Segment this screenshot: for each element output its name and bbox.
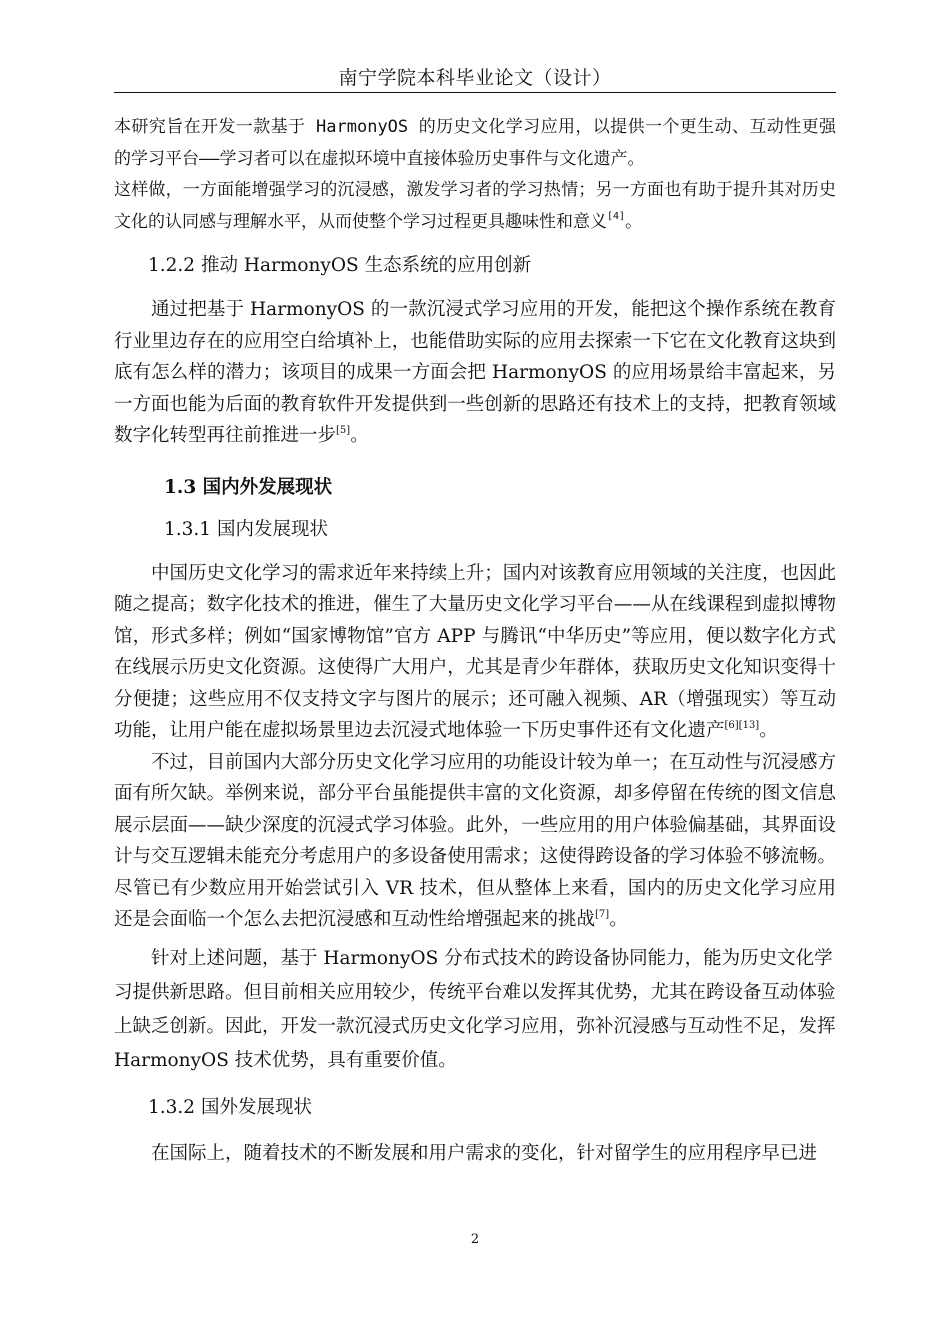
paragraph-international: 在国际上，随着技术的不断发展和用户需求的变化，针对留学生的应用程序早已进 bbox=[151, 1142, 818, 1164]
paragraph-end: 。 bbox=[759, 720, 778, 741]
paragraph-domestic-demand bbox=[114, 558, 836, 747]
section-heading-1-2-2: 1.2.2 推动 HarmonyOS 生态系统的应用创新 bbox=[148, 255, 532, 276]
citation-ref: [7] bbox=[595, 909, 610, 920]
paragraph-text: 中国历史文化学习的需求近年来持续上升；国内对该教育应用领域的关注度，也因此随之提高；数字化技术的推进，催生了大量历史文化学习平台——从在线课程到虚拟博物馆，形式多样；例如“国家博物馆”官方 APP 与腾讯“中华历史”等应用，便以数字化方式在线展示历史文化资源。这使得广大用户，尤其是青少年群体，获取历史文化知识变得十分便捷；这些应用不仅支持文字与图片的展示；还可融入视频、AR（增强现实）等互动功能，让用户能在虚拟场景里边去沉浸式地体验一下历史事件还有文化遗产 bbox=[114, 562, 836, 741]
paragraph-end: 。 bbox=[350, 425, 369, 446]
paragraph-text: 通过把基于 HarmonyOS 的一款沉浸式学习应用的开发，能把这个操作系统在教育行业里边存在的应用空白给填补上，也能借助实际的应用去探索一下它在文化教育这块到底有怎么样的潜力；该项目的成果一方面会把 HarmonyOS 的应用场景给丰富起来，另一方面也能为后面的教育软件开发提供到一些创新的思路还有技术上的支持，把教育领域数字化转型再往前推进一步 bbox=[114, 299, 836, 446]
paragraph-domestic-shortcomings bbox=[114, 747, 836, 936]
paragraph-end: 。 bbox=[625, 211, 643, 232]
paragraph-intro-aim: 本研究旨在开发一款基于 HarmonyOS 的历史文化学习应用，以提供一个更生动、互动性更强的学习平台——学习者可以在虚拟环境中直接体验历史事件与文化遗产。 bbox=[114, 117, 836, 169]
citation-ref: [4] bbox=[607, 210, 626, 222]
paragraph-intro-benefit bbox=[114, 175, 836, 238]
paragraph-harmonyos-opportunity: 针对上述问题，基于 HarmonyOS 分布式技术的跨设备协同能力，能为历史文化学习提供新思路。但目前相关应用较少，传统平台难以发挥其优势，尤其在跨设备互动体验上缺乏创新。因此，开发一款沉浸式历史文化学习应用，弥补沉浸感与互动性不足，发挥 HarmonyOS 技术优势，具有重要价值。 bbox=[114, 947, 836, 1071]
page-body bbox=[114, 112, 836, 1169]
paragraph-end: 。 bbox=[609, 909, 628, 930]
running-header-title: 南宁学院本科毕业论文（设计） bbox=[338, 67, 612, 89]
header-rule bbox=[114, 92, 836, 93]
citation-ref: [5] bbox=[336, 425, 351, 436]
citation-ref: [6][13] bbox=[724, 720, 760, 731]
paragraph-text: 这样做，一方面能增强学习的沉浸感，激发学习者的学习热情；另一方面也有助于提升其对历史文化的认同感与理解水平，从而使整个学习过程更具趣味性和意义 bbox=[114, 180, 836, 232]
section-heading-1-3-1: 1.3.1 国内发展现状 bbox=[164, 518, 328, 540]
page-number: 2 bbox=[470, 1232, 480, 1247]
section-heading-1-3-2: 1.3.2 国外发展现状 bbox=[148, 1096, 312, 1118]
section-heading-1-3: 1.3 国内外发展现状 bbox=[164, 476, 333, 498]
paragraph-harmonyos-innovation bbox=[114, 294, 836, 452]
paragraph-text: 不过，目前国内大部分历史文化学习应用的功能设计较为单一；在互动性与沉浸感方面有所欠缺。举例来说，部分平台虽能提供丰富的文化资源，却多停留在传统的图文信息展示层面——缺少深度的沉浸式学习体验。此外，一些应用的用户体验偏基础，其界面设计与交互逻辑未能充分考虑用户的多设备使用需求；这使得跨设备的学习体验不够流畅。尽管已有少数应用开始尝试引入 VR 技术，但从整体上来看，国内的历史文化学习应用还是会面临一个怎么去把沉浸感和互动性给增强起来的挑战 bbox=[114, 751, 836, 930]
